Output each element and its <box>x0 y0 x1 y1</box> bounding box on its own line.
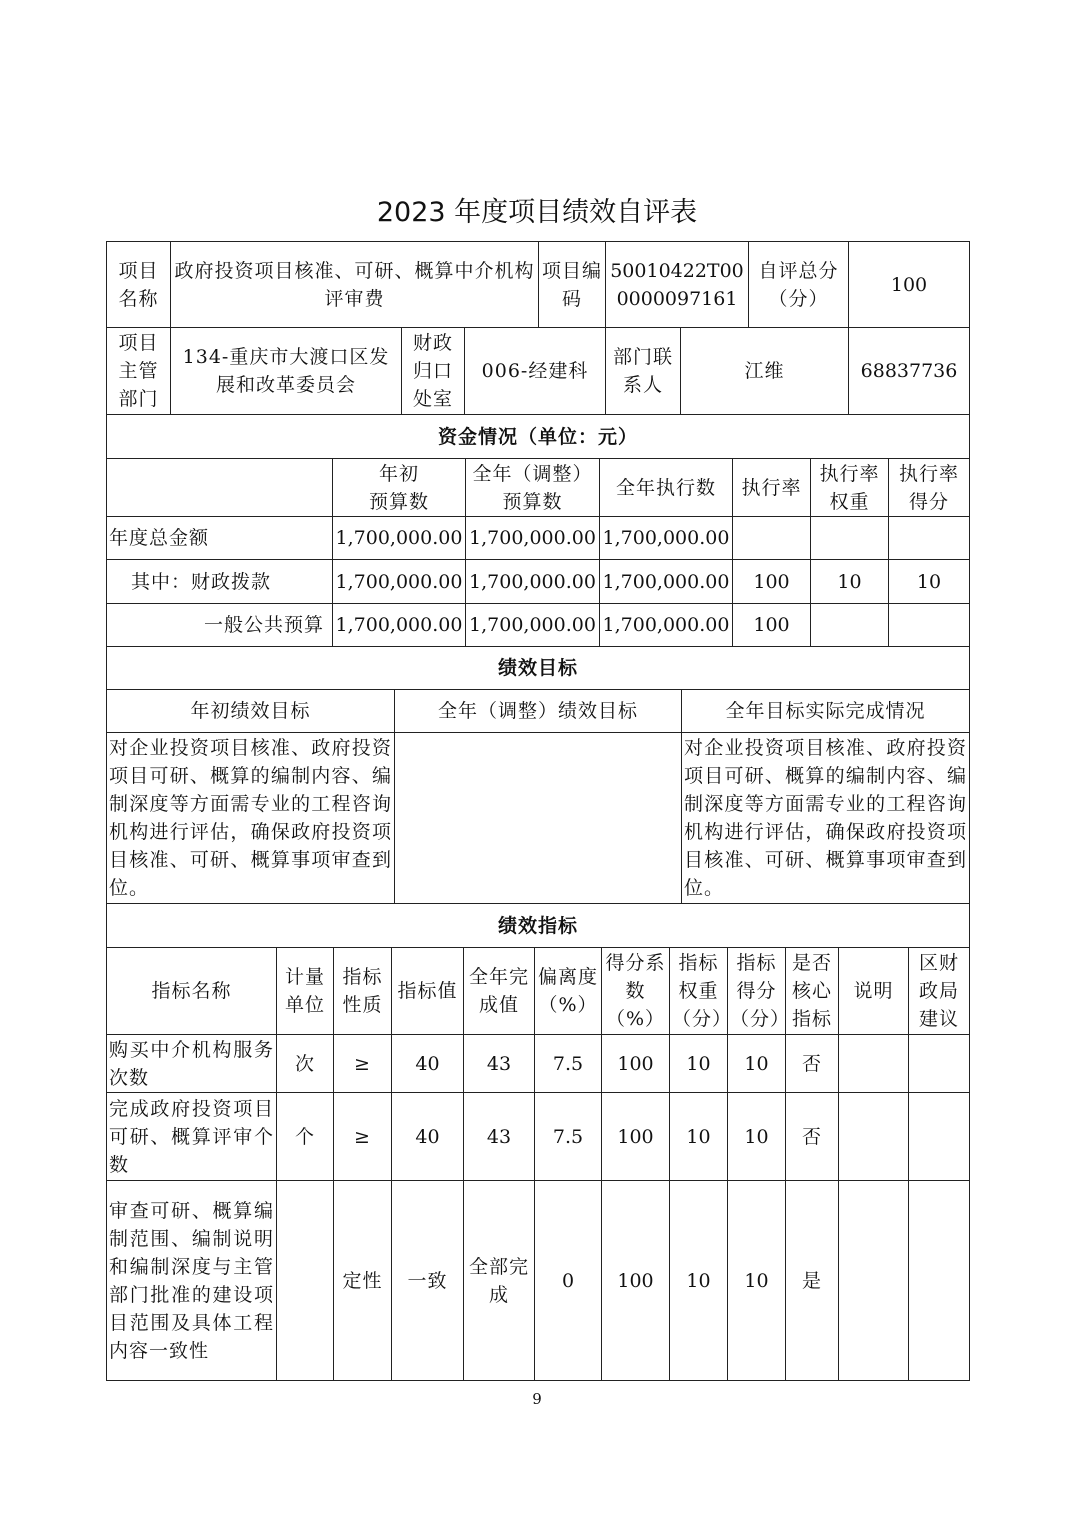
ind-coef: 100 <box>602 1035 670 1093</box>
contact: 江维 <box>681 328 849 415</box>
goals-section-title: 绩效目标 <box>107 647 970 690</box>
cell-adjusted: 1,700,000.00 <box>466 604 600 647</box>
ind-deviation: 7.5 <box>535 1093 602 1181</box>
cell-executed: 1,700,000.00 <box>600 517 733 560</box>
cell-executed: 1,700,000.00 <box>600 560 733 604</box>
self-score-label: 自评总分（分） <box>749 242 849 328</box>
funds-col-initial: 年初 预算数 <box>333 459 466 517</box>
ind-unit <box>277 1181 334 1381</box>
ind-unit: 次 <box>277 1035 334 1093</box>
page-title: 2023 年度项目绩效自评表 <box>376 197 698 228</box>
ind-score: 10 <box>728 1181 786 1381</box>
ind-col-target: 指标值 <box>392 948 464 1035</box>
goals-col-initial: 年初绩效目标 <box>107 690 395 733</box>
goals-col-actual: 全年目标实际完成情况 <box>682 690 970 733</box>
cell-initial: 1,700,000.00 <box>333 560 466 604</box>
ind-advice <box>909 1181 970 1381</box>
ind-core: 否 <box>786 1035 839 1093</box>
table-row <box>107 560 970 604</box>
ind-note <box>839 1035 909 1093</box>
ind-note <box>839 1093 909 1181</box>
ind-unit: 个 <box>277 1093 334 1181</box>
page-number: 9 <box>532 1390 542 1408</box>
project-code-label: 项目编码 <box>539 242 606 328</box>
ind-weight: 10 <box>670 1035 728 1093</box>
row-label: 一般公共预算 <box>107 604 333 647</box>
table-row <box>107 604 970 647</box>
cell-score: 10 <box>889 560 970 604</box>
project-code: 50010422T000000097161 <box>606 242 749 328</box>
ind-col-name: 指标名称 <box>107 948 277 1035</box>
funds-table <box>106 458 970 647</box>
funds-col-rate: 执行率 <box>733 459 811 517</box>
goals-actual-text: 对企业投资项目核准、政府投资项目可研、概算的编制内容、编制深度等方面需专业的工程咨询机构进行评估，确保政府投资项目核准、可研、概算事项审查到位。 <box>682 733 970 904</box>
cell-weight: 10 <box>811 560 889 604</box>
ind-col-coef: 得分系数（%） <box>602 948 670 1035</box>
finance-office-label: 财政归口处室 <box>402 328 465 415</box>
ind-nature: ≥ <box>334 1093 392 1181</box>
cell-weight <box>811 604 889 647</box>
ind-coef: 100 <box>602 1093 670 1181</box>
indicators-section-title: 绩效指标 <box>107 904 970 948</box>
ind-col-note: 说明 <box>839 948 909 1035</box>
funds-col-executed: 全年执行数 <box>600 459 733 517</box>
ind-col-core: 是否核心指标 <box>786 948 839 1035</box>
ind-core: 是 <box>786 1181 839 1381</box>
goals-adjusted-text <box>395 733 682 904</box>
phone: 68837736 <box>849 328 970 415</box>
cell-executed: 1,700,000.00 <box>600 604 733 647</box>
ind-weight: 10 <box>670 1181 728 1381</box>
ind-col-advice: 区财政局建议 <box>909 948 970 1035</box>
cell-rate: 100 <box>733 604 811 647</box>
ind-score: 10 <box>728 1035 786 1093</box>
table-row <box>107 1093 970 1181</box>
cell-weight <box>811 517 889 560</box>
ind-actual: 全部完成 <box>464 1181 535 1381</box>
ind-note <box>839 1181 909 1381</box>
ind-target: 40 <box>392 1093 464 1181</box>
funds-section-title: 资金情况（单位：元） <box>107 415 970 459</box>
ind-deviation: 7.5 <box>535 1035 602 1093</box>
ind-name: 审查可研、概算编制范围、编制说明和编制深度与主管部门批准的建设项目范围及具体工程内容一致性 <box>107 1181 277 1381</box>
ind-target: 40 <box>392 1035 464 1093</box>
ind-col-actual: 全年完成值 <box>464 948 535 1035</box>
ind-col-deviation: 偏离度（%） <box>535 948 602 1035</box>
cell-initial: 1,700,000.00 <box>333 604 466 647</box>
dept-label: 项目主管部门 <box>107 328 171 415</box>
ind-coef: 100 <box>602 1181 670 1381</box>
ind-col-weight: 指标权重（分） <box>670 948 728 1035</box>
ind-actual: 43 <box>464 1093 535 1181</box>
funds-col-score: 执行率 得分 <box>889 459 970 517</box>
ind-advice <box>909 1093 970 1181</box>
ind-weight: 10 <box>670 1093 728 1181</box>
cell-initial: 1,700,000.00 <box>333 517 466 560</box>
funds-col-adjusted: 全年（调整） 预算数 <box>466 459 600 517</box>
project-name-label: 项目名称 <box>107 242 171 328</box>
table-row <box>107 1035 970 1093</box>
contact-label: 部门联系人 <box>606 328 681 415</box>
goals-initial-text: 对企业投资项目核准、政府投资项目可研、概算的编制内容、编制深度等方面需专业的工程咨询机构进行评估，确保政府投资项目核准、可研、概算事项审查到位。 <box>107 733 395 904</box>
ind-target: 一致 <box>392 1181 464 1381</box>
cell-adjusted: 1,700,000.00 <box>466 560 600 604</box>
funds-col-blank <box>107 459 333 517</box>
cell-rate <box>733 517 811 560</box>
row-label: 其中：财政拨款 <box>107 560 333 604</box>
goals-table <box>106 646 970 904</box>
indicators-table <box>106 903 970 1381</box>
funds-col-weight: 执行率 权重 <box>811 459 889 517</box>
cell-score <box>889 604 970 647</box>
ind-nature: ≥ <box>334 1035 392 1093</box>
row-label: 年度总金额 <box>107 517 333 560</box>
ind-core: 否 <box>786 1093 839 1181</box>
cell-adjusted: 1,700,000.00 <box>466 517 600 560</box>
ind-col-unit: 计量单位 <box>277 948 334 1035</box>
project-name: 政府投资项目核准、可研、概算中介机构评审费 <box>171 242 539 328</box>
ind-name: 购买中介机构服务次数 <box>107 1035 277 1093</box>
dept: 134-重庆市大渡口区发展和改革委员会 <box>171 328 402 415</box>
goals-col-adjusted: 全年（调整）绩效目标 <box>395 690 682 733</box>
ind-advice <box>909 1035 970 1093</box>
ind-col-nature: 指标性质 <box>334 948 392 1035</box>
finance-office: 006-经建科 <box>465 328 606 415</box>
self-score: 100 <box>849 242 970 328</box>
ind-nature: 定性 <box>334 1181 392 1381</box>
ind-deviation: 0 <box>535 1181 602 1381</box>
table-row <box>107 1181 970 1381</box>
project-info-table <box>106 241 970 459</box>
ind-score: 10 <box>728 1093 786 1181</box>
ind-col-score: 指标得分（分） <box>728 948 786 1035</box>
cell-score <box>889 517 970 560</box>
ind-actual: 43 <box>464 1035 535 1093</box>
table-row <box>107 517 970 560</box>
cell-rate: 100 <box>733 560 811 604</box>
ind-name: 完成政府投资项目可研、概算评审个数 <box>107 1093 277 1181</box>
